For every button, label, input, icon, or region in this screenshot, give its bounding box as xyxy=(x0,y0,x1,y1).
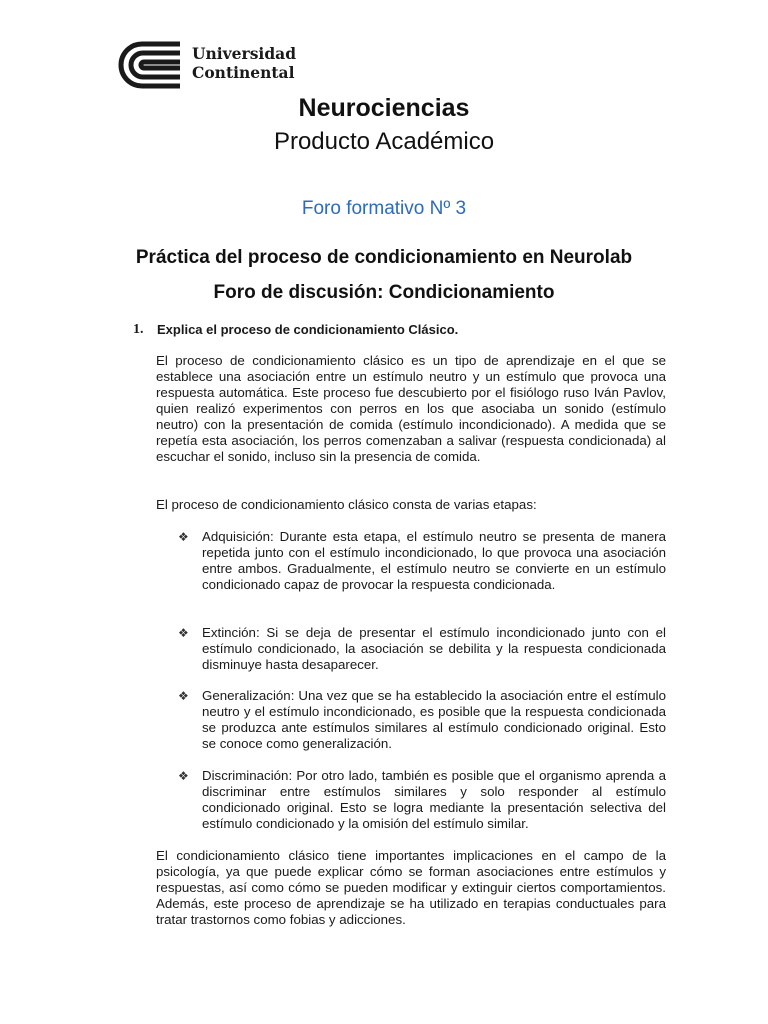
page-subtitle: Producto Académico xyxy=(273,128,495,155)
logo-mark-icon xyxy=(118,41,184,89)
stage-item-adquisicion xyxy=(178,529,666,593)
practice-heading: Práctica del proceso de condicionamiento en Neurolab xyxy=(135,247,633,268)
forum-heading: Foro de discusión: Condicionamiento xyxy=(213,282,555,303)
logo-wordmark xyxy=(192,44,296,82)
stages-intro-paragraph: El proceso de condicionamiento clásico consta de varias etapas: xyxy=(156,497,537,512)
stage-text: Discriminación: Por otro lado, también es posible que el organismo aprenda a discriminar entre estímulos similares y solo responder al estímulo condicionado original. Esto se logra mediante la presentación selectiva del estímulo condicionado y la omisión del estímulo similar. xyxy=(202,768,666,831)
stage-text: Adquisición: Durante esta etapa, el estímulo neutro se presenta de manera repetida junto con el estímulo incondicionado, lo que provoca una asociación entre ambos. Gradualmente, el estímulo neutro se convierte en un estímulo condicionado capaz de provocar la respuesta condicionada. xyxy=(202,529,666,592)
stage-item-extincion xyxy=(178,625,666,673)
page-title: Neurociencias xyxy=(298,94,470,122)
diamond-bullet-icon: ❖ xyxy=(178,769,189,783)
stage-item-discriminacion xyxy=(178,768,666,832)
diamond-bullet-icon: ❖ xyxy=(178,530,189,544)
intro-paragraph: El proceso de condicionamiento clásico es un tipo de aprendizaje en el que se establece una asociación entre un estímulo neutro y un estímulo que provoca una respuesta automática. Este proceso fue descubierto por el fisiólogo ruso Iván Pavlov, quien realizó experimentos con perros en los que asociaba un sonido (estímulo neutro) con la presentación de comida (estímulo incondicionado). A medida que se repetía esta asociación, los perros comenzaban a salivar (respuesta condicionada) al escuchar el sonido, incluso sin la presencia de comida. xyxy=(156,353,666,464)
forum-number: Foro formativo Nº 3 xyxy=(301,198,467,219)
diamond-bullet-icon: ❖ xyxy=(178,626,189,640)
question-number: 1. xyxy=(133,322,144,337)
logo-line-2: Continental xyxy=(192,63,295,82)
stage-text: Extinción: Si se deja de presentar el estímulo incondicionado junto con el estímulo condicionado, la asociación se debilita y la respuesta condicionada disminuye hasta desaparecer. xyxy=(202,625,666,672)
conclusion-paragraph: El condicionamiento clásico tiene importantes implicaciones en el campo de la psicología, ya que puede explicar cómo se forman asociaciones entre estímulos y respuestas, así como cómo se pueden modificar y extinguir ciertos comportamientos. Además, este proceso de aprendizaje se ha utilizado en terapias conductuales para tratar trastornos como fobias y adicciones. xyxy=(156,848,666,927)
diamond-bullet-icon: ❖ xyxy=(178,689,189,703)
stage-item-generalizacion xyxy=(178,688,666,752)
logo-line-1: Universidad xyxy=(192,44,297,63)
university-logo xyxy=(118,41,308,89)
question-text: Explica el proceso de condicionamiento Clásico. xyxy=(157,322,459,337)
stage-text: Generalización: Una vez que se ha establecido la asociación entre el estímulo neutro y el estímulo incondicionado, es posible que la respuesta condicionada se produzca ante estímulos similares al estímulo condicionado original. Esto se conoce como generalización. xyxy=(202,688,666,751)
